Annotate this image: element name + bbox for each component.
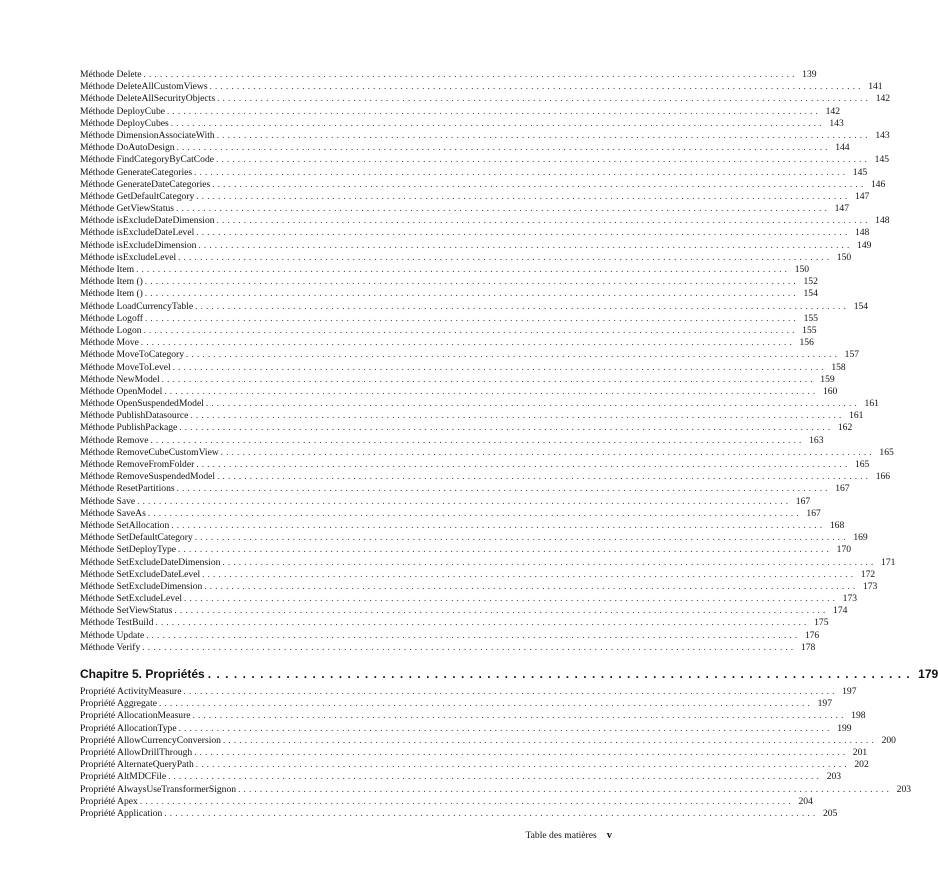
dot-leader: ........................................................................................................................ bbox=[192, 710, 847, 721]
chapter-title: Chapitre 5. Propriétés bbox=[80, 667, 205, 681]
dot-leader: ........................................................................................................................ bbox=[136, 264, 791, 274]
dot-leader: ........................................................................................................................ bbox=[202, 568, 857, 579]
toc-entry[interactable] bbox=[80, 434, 824, 446]
dot-leader: ........................................................................................................................ bbox=[204, 580, 859, 591]
toc-entry-page-number: 157 bbox=[844, 349, 860, 361]
toc-entry-page-number: 198 bbox=[851, 710, 866, 722]
toc-entry[interactable] bbox=[80, 568, 876, 580]
toc-entry[interactable] bbox=[80, 616, 829, 629]
toc-entry-title: Méthode PublishPackage bbox=[80, 422, 178, 434]
toc-entry[interactable] bbox=[80, 348, 860, 361]
toc-entry-title: Méthode Verify bbox=[80, 641, 141, 653]
toc-entry[interactable] bbox=[80, 421, 853, 434]
toc-entry[interactable] bbox=[80, 458, 870, 470]
toc-entry-page-number: 167 bbox=[835, 483, 850, 495]
toc-entry-page-number: 154 bbox=[853, 300, 869, 312]
toc-entry-title: Méthode SetDeployType bbox=[80, 544, 177, 556]
toc-entry[interactable] bbox=[80, 519, 845, 531]
toc-entry[interactable] bbox=[80, 409, 864, 422]
toc-entry-title: Méthode Item () bbox=[80, 276, 143, 288]
toc-entry[interactable] bbox=[80, 770, 842, 783]
toc-entry-page-number: 205 bbox=[822, 807, 838, 819]
chapter-page-number: 179 bbox=[918, 667, 938, 681]
toc-entry-title: Méthode DeployCubes bbox=[80, 117, 169, 129]
dot-leader: ........................................................................................................................ bbox=[143, 69, 798, 79]
toc-entry[interactable] bbox=[80, 795, 813, 807]
toc-entry-page-number: 155 bbox=[803, 312, 818, 324]
toc-entry[interactable] bbox=[80, 592, 858, 605]
dot-leader: ........................................................................................................................ bbox=[195, 759, 850, 770]
toc-entry[interactable] bbox=[80, 531, 868, 544]
toc-entry[interactable] bbox=[80, 275, 818, 288]
toc-entry-title: Méthode TestBuild bbox=[80, 617, 154, 629]
toc-entry-title: Propriété Apex bbox=[80, 795, 138, 807]
toc-entry[interactable] bbox=[80, 239, 872, 251]
toc-entry[interactable] bbox=[80, 604, 848, 617]
toc-entry-page-number: 152 bbox=[803, 276, 818, 288]
toc-entry-title: Méthode NewModel bbox=[80, 373, 160, 385]
toc-entry[interactable] bbox=[80, 543, 852, 556]
toc-entry-title: Méthode Delete bbox=[80, 69, 142, 80]
toc-entry-title: Méthode RemoveSuspendedModel bbox=[80, 471, 216, 483]
toc-entry-page-number: 163 bbox=[809, 434, 824, 446]
toc-entry[interactable] bbox=[80, 495, 811, 507]
chapter-heading[interactable] bbox=[80, 666, 938, 682]
toc-entry[interactable] bbox=[80, 68, 817, 80]
toc-entry-title: Méthode LoadCurrencyTable bbox=[80, 300, 194, 312]
toc-entry-title: Méthode RemoveFromFolder bbox=[80, 459, 195, 470]
dot-leader: ........................................................................................................................ bbox=[159, 698, 813, 709]
toc-entry-title: Méthode SetExcludeLevel bbox=[80, 593, 183, 605]
dot-leader: ........................................................................................................................ bbox=[167, 105, 821, 116]
toc-entry[interactable] bbox=[80, 709, 866, 722]
toc-entry-title: Méthode Item bbox=[80, 264, 135, 275]
dot-leader: ........................................................................................................................ bbox=[143, 324, 798, 335]
dot-leader: ........................................................................................................................ bbox=[164, 385, 819, 396]
dot-leader: ........................................................................................................................ bbox=[184, 593, 839, 604]
toc-entry[interactable] bbox=[80, 287, 818, 300]
toc-entry[interactable] bbox=[80, 807, 838, 819]
dot-leader: ........................................................................................................................ bbox=[155, 617, 810, 628]
dot-leader: ........................................................................................................................ bbox=[195, 300, 850, 311]
dot-leader: ........................................................................................................................ bbox=[217, 471, 872, 482]
toc-entry-page-number: 204 bbox=[798, 795, 813, 807]
dot-leader: ........................................................................................................................ bbox=[176, 203, 831, 214]
toc-entry-title: Méthode isExcludeLevel bbox=[80, 251, 177, 263]
toc-entry-title: Méthode GetViewStatus bbox=[80, 203, 175, 215]
toc-entry-page-number: 169 bbox=[853, 532, 868, 544]
toc-entry-page-number: 202 bbox=[854, 759, 869, 771]
toc-entry-page-number: 148 bbox=[875, 215, 890, 227]
toc-entry-page-number: 167 bbox=[795, 495, 811, 507]
toc-entry[interactable] bbox=[80, 722, 852, 734]
dot-leader: ........................................................................................................................ bbox=[178, 722, 833, 733]
toc-entry[interactable] bbox=[80, 190, 870, 202]
toc-entry[interactable] bbox=[80, 92, 891, 105]
toc-entry-page-number: 199 bbox=[837, 722, 852, 734]
dot-leader: ........................................................................................................................ bbox=[217, 93, 872, 104]
toc-entry[interactable] bbox=[80, 629, 820, 641]
toc-entry[interactable] bbox=[80, 202, 850, 215]
toc-entry-title: Méthode SetDefaultCategory bbox=[80, 532, 193, 544]
toc-entry-title: Méthode ResetPartitions bbox=[80, 483, 175, 495]
toc-entry-title: Méthode FindCategoryByCatCode bbox=[80, 154, 215, 166]
toc-entry-title: Méthode DoAutoDesign bbox=[80, 142, 175, 154]
toc-entry-title: Méthode Remove bbox=[80, 434, 149, 446]
toc-entry-page-number: 173 bbox=[842, 593, 858, 605]
toc-entry[interactable] bbox=[80, 685, 857, 697]
toc-entry-page-number: 156 bbox=[799, 337, 814, 349]
toc-entry-title: Propriété AllowCurrencyConversion bbox=[80, 734, 221, 746]
toc-entry-page-number: 149 bbox=[857, 239, 872, 251]
toc-entry[interactable] bbox=[80, 153, 890, 166]
toc-entry-page-number: 201 bbox=[852, 746, 868, 758]
toc-entry-title: Méthode SetExcludeDimension bbox=[80, 580, 203, 592]
toc-entry[interactable] bbox=[80, 336, 814, 349]
dot-leader: ........................................................................................................................ bbox=[209, 81, 864, 92]
page-footer bbox=[525, 830, 612, 841]
toc-entry-title: Propriété AllocationMeasure bbox=[80, 710, 191, 722]
toc-entry[interactable] bbox=[80, 758, 869, 771]
toc-entry[interactable] bbox=[80, 697, 832, 710]
toc-entry-page-number: 142 bbox=[875, 93, 891, 105]
toc-entry[interactable] bbox=[80, 641, 816, 653]
toc-entry-page-number: 154 bbox=[803, 288, 818, 300]
footer-page-number: v bbox=[606, 830, 612, 841]
toc-entry-title: Méthode Save bbox=[80, 495, 136, 507]
dot-leader: ........................................................................................................................ bbox=[176, 483, 831, 494]
toc-entry-page-number: 142 bbox=[825, 105, 840, 117]
toc-entry-page-number: 143 bbox=[875, 129, 890, 141]
properties-list bbox=[80, 685, 912, 819]
toc-entry-page-number: 166 bbox=[875, 471, 891, 483]
toc-entry[interactable] bbox=[80, 556, 896, 568]
toc-entry-page-number: 167 bbox=[806, 507, 821, 519]
toc-entry-page-number: 144 bbox=[835, 142, 850, 154]
toc-entry-title: Méthode isExcludeDateLevel bbox=[80, 227, 195, 239]
toc-entry-page-number: 146 bbox=[870, 178, 886, 190]
toc-entry[interactable] bbox=[80, 507, 821, 519]
toc-entry-page-number: 147 bbox=[834, 203, 850, 215]
toc-entry[interactable] bbox=[80, 251, 852, 263]
toc-entry-title: Méthode OpenSuspendedModel bbox=[80, 398, 204, 410]
toc-entry[interactable] bbox=[80, 746, 868, 758]
toc-entry-page-number: 148 bbox=[854, 227, 870, 239]
dot-leader: ........................................................................................................................ bbox=[146, 629, 801, 640]
dot-leader: ........................................................................................................................ bbox=[176, 142, 831, 153]
toc-entry-page-number: 158 bbox=[831, 361, 846, 373]
toc-entry[interactable] bbox=[80, 80, 883, 93]
dot-leader: ........................................................................................................................ bbox=[216, 129, 871, 140]
toc-entry-page-number: 175 bbox=[814, 617, 829, 629]
toc-entry[interactable] bbox=[80, 397, 879, 410]
dot-leader: ........................................................................................................................ bbox=[198, 239, 853, 250]
dot-leader: ................................................................................. bbox=[207, 667, 916, 681]
dot-leader: ........................................................................................................................ bbox=[168, 771, 823, 782]
toc-entry-title: Propriété ActivityMeasure bbox=[80, 686, 182, 697]
toc-entry[interactable] bbox=[80, 482, 850, 495]
toc-entry[interactable] bbox=[80, 446, 894, 458]
toc-entry-title: Méthode DeleteAllCustomViews bbox=[80, 81, 208, 93]
toc-entry-title: Méthode DimensionAssociateWith bbox=[80, 129, 215, 141]
dot-leader: ........................................................................................................................ bbox=[190, 410, 845, 421]
dot-leader: ........................................................................................................................ bbox=[150, 434, 805, 445]
toc-entry-title: Méthode OpenModel bbox=[80, 385, 163, 397]
toc-entry-title: Méthode DeployCube bbox=[80, 105, 165, 117]
footer-label: Table des matières bbox=[525, 830, 597, 841]
dot-leader: ........................................................................................................................ bbox=[147, 507, 802, 518]
toc-entry-page-number: 145 bbox=[874, 154, 890, 166]
toc-entry-page-number: 160 bbox=[822, 385, 838, 397]
toc-entry-title: Méthode GenerateCategories bbox=[80, 166, 193, 178]
toc-entry-page-number: 150 bbox=[836, 251, 852, 263]
dot-leader: ........................................................................................................................ bbox=[216, 215, 871, 226]
toc-entry-page-number: 165 bbox=[879, 446, 894, 458]
dot-leader: ........................................................................................................................ bbox=[238, 783, 893, 794]
toc-entry-page-number: 203 bbox=[826, 771, 842, 783]
dot-leader: ........................................................................................................................ bbox=[196, 459, 851, 469]
toc-entry-title: Méthode MoveToLevel bbox=[80, 361, 171, 373]
toc-entry-title: Propriété AllocationType bbox=[80, 722, 177, 734]
dot-leader: ........................................................................................................................ bbox=[140, 337, 795, 348]
toc-entry-title: Méthode Update bbox=[80, 629, 145, 641]
toc-entry[interactable] bbox=[80, 226, 870, 239]
toc-entry-title: Méthode SetExcludeDateLevel bbox=[80, 568, 201, 580]
toc-entry[interactable] bbox=[80, 105, 840, 117]
dot-leader: ........................................................................................................................ bbox=[174, 605, 829, 616]
toc-entry-page-number: 197 bbox=[842, 686, 857, 697]
dot-leader: ........................................................................................................................ bbox=[194, 166, 849, 177]
dot-leader: ........................................................................................................................ bbox=[196, 190, 851, 201]
dot-leader: ........................................................................................................................ bbox=[142, 641, 797, 652]
toc-entry[interactable] bbox=[80, 300, 869, 312]
toc-entry[interactable] bbox=[80, 129, 890, 141]
dot-leader: ........................................................................................................................ bbox=[144, 288, 799, 299]
dot-leader: ........................................................................................................................ bbox=[222, 734, 877, 745]
toc-entry-page-number: 139 bbox=[802, 69, 817, 80]
toc-entry-page-number: 145 bbox=[852, 166, 868, 178]
toc-entry-page-number: 161 bbox=[864, 398, 879, 410]
toc-entry-page-number: 162 bbox=[837, 422, 853, 434]
toc-entry-page-number: 197 bbox=[817, 698, 832, 710]
toc-entry-page-number: 203 bbox=[896, 783, 912, 795]
toc-entry-title: Propriété AlternateQueryPath bbox=[80, 759, 194, 771]
toc-entry-title: Propriété Application bbox=[80, 807, 163, 819]
dot-leader: ........................................................................................................................ bbox=[179, 422, 834, 433]
toc-entry-page-number: 141 bbox=[868, 81, 883, 93]
dot-leader: ........................................................................................................................ bbox=[222, 556, 877, 567]
toc-entry-title: Méthode Item () bbox=[80, 288, 143, 300]
toc-entry-page-number: 159 bbox=[820, 373, 835, 385]
dot-leader: ........................................................................................................................ bbox=[220, 446, 875, 457]
dot-leader: ........................................................................................................................ bbox=[194, 746, 849, 757]
dot-leader: ........................................................................................................................ bbox=[178, 544, 833, 555]
toc-entry-title: Méthode SetAllocation bbox=[80, 519, 170, 531]
toc-entry-page-number: 176 bbox=[804, 629, 820, 641]
toc-entry-page-number: 143 bbox=[829, 117, 844, 129]
toc-entry-page-number: 150 bbox=[794, 264, 810, 275]
toc-entry-page-number: 174 bbox=[833, 605, 848, 617]
dot-leader: ........................................................................................................................ bbox=[139, 795, 794, 806]
dot-leader: ........................................................................................................................ bbox=[196, 227, 851, 238]
toc-entry[interactable] bbox=[80, 178, 886, 190]
toc-entry[interactable] bbox=[80, 470, 891, 483]
toc-entry[interactable] bbox=[80, 361, 846, 373]
dot-leader: ........................................................................................................................ bbox=[161, 373, 816, 384]
toc-entry-title: Méthode SaveAs bbox=[80, 507, 146, 519]
toc-entry-title: Méthode isExcludeDateDimension bbox=[80, 215, 215, 227]
toc-entry-page-number: 172 bbox=[860, 568, 876, 580]
dot-leader: ........................................................................................................................ bbox=[144, 312, 799, 323]
toc-entry[interactable] bbox=[80, 214, 890, 227]
toc-entry-page-number: 173 bbox=[862, 580, 878, 592]
toc-entry-title: Propriété AlwaysUseTransformerSignon bbox=[80, 783, 237, 795]
toc-entry-title: Méthode isExcludeDimension bbox=[80, 239, 197, 251]
toc-entry[interactable] bbox=[80, 324, 817, 336]
dot-leader: ........................................................................................................................ bbox=[172, 361, 827, 372]
toc-entry[interactable] bbox=[80, 783, 912, 795]
toc-entry[interactable] bbox=[80, 734, 896, 746]
toc-entry-page-number: 200 bbox=[881, 734, 896, 746]
toc-entry[interactable] bbox=[80, 141, 850, 154]
toc-entry-page-number: 168 bbox=[829, 519, 845, 531]
toc-entry-page-number: 155 bbox=[802, 324, 817, 336]
dot-leader: ........................................................................................................................ bbox=[186, 349, 841, 360]
toc-entry-title: Méthode GetDefaultCategory bbox=[80, 190, 195, 202]
table-of-contents bbox=[80, 68, 938, 819]
toc-entry-page-number: 171 bbox=[881, 556, 896, 568]
toc-entry-title: Méthode Logoff bbox=[80, 312, 143, 324]
toc-entry[interactable] bbox=[80, 312, 818, 324]
dot-leader: ........................................................................................................................ bbox=[183, 686, 838, 696]
toc-entry-title: Méthode Logon bbox=[80, 324, 142, 336]
toc-entry-title: Méthode MoveToCategory bbox=[80, 349, 185, 361]
toc-entry-page-number: 165 bbox=[854, 459, 870, 470]
toc-entry-title: Méthode PublishDatasource bbox=[80, 410, 189, 422]
dot-leader: ........................................................................................................................ bbox=[171, 519, 826, 530]
toc-entry[interactable] bbox=[80, 580, 878, 592]
toc-entry-page-number: 161 bbox=[849, 410, 864, 422]
toc-entry-title: Méthode DeleteAllSecurityObjects bbox=[80, 93, 216, 105]
toc-entry-title: Méthode RemoveCubeCustomView bbox=[80, 446, 219, 458]
toc-entry[interactable] bbox=[80, 373, 835, 385]
toc-entry-page-number: 178 bbox=[800, 641, 816, 653]
toc-entry-title: Propriété AltMDCFile bbox=[80, 771, 167, 783]
methods-list bbox=[80, 68, 896, 653]
toc-entry[interactable] bbox=[80, 166, 868, 178]
toc-entry-title: Propriété Aggregate bbox=[80, 698, 157, 710]
dot-leader: ........................................................................................................................ bbox=[164, 807, 819, 818]
toc-entry[interactable] bbox=[80, 385, 838, 397]
toc-entry[interactable] bbox=[80, 263, 810, 275]
toc-entry-title: Propriété AllowDrillThrough bbox=[80, 746, 193, 758]
toc-entry[interactable] bbox=[80, 117, 844, 129]
dot-leader: ........................................................................................................................ bbox=[194, 532, 849, 543]
dot-leader: ........................................................................................................................ bbox=[212, 178, 867, 189]
dot-leader: ........................................................................................................................ bbox=[144, 276, 799, 287]
dot-leader: ........................................................................................................................ bbox=[137, 495, 792, 506]
dot-leader: ........................................................................................................................ bbox=[216, 154, 871, 165]
toc-entry-title: Méthode GenerateDateCategories bbox=[80, 178, 211, 190]
dot-leader: ........................................................................................................................ bbox=[205, 398, 860, 409]
toc-entry-title: Méthode SetExcludeDateDimension bbox=[80, 556, 221, 568]
dot-leader: ........................................................................................................................ bbox=[178, 251, 833, 262]
dot-leader: ........................................................................................................................ bbox=[170, 117, 825, 128]
toc-entry-title: Méthode SetViewStatus bbox=[80, 605, 173, 617]
toc-entry-page-number: 147 bbox=[854, 190, 870, 202]
toc-entry-title: Méthode Move bbox=[80, 337, 139, 349]
toc-entry-page-number: 170 bbox=[836, 544, 852, 556]
